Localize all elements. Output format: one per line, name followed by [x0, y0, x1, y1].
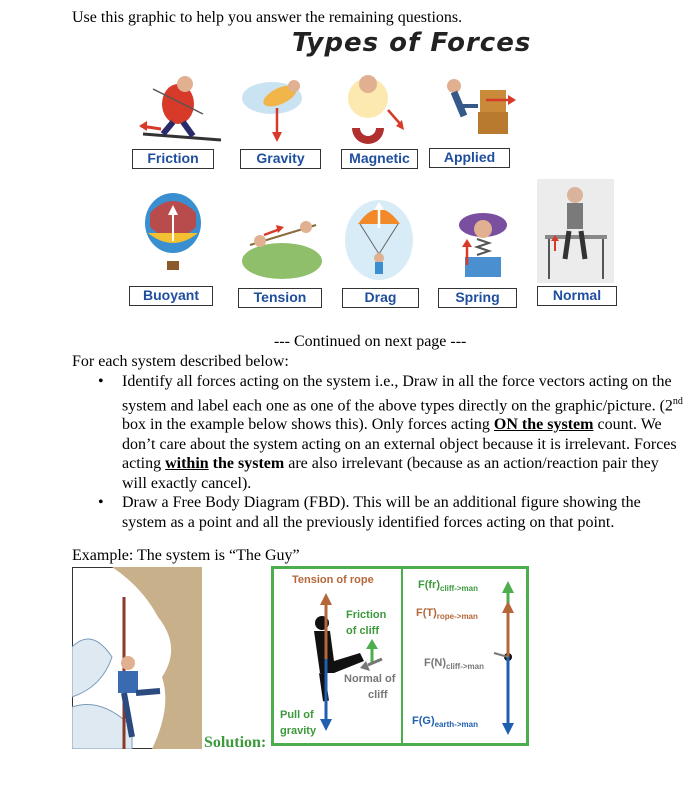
- parachute-illustration: [344, 198, 414, 280]
- label-gravity: Gravity: [240, 149, 321, 169]
- label-applied: Applied: [429, 148, 510, 168]
- solution-diagram: [271, 566, 529, 746]
- fbd-friction-label: $F(fr)_{cliff->man}$: [418, 579, 479, 594]
- graphic-title: Types of Forces: [292, 28, 532, 58]
- normal-arrow: [368, 659, 382, 665]
- friction-label-2: of cliff: [346, 625, 379, 637]
- magnet-illustration: [332, 70, 418, 144]
- normal-label-1: Normal of: [344, 673, 396, 685]
- friction-label-1: Friction: [346, 609, 387, 621]
- solution-label: Solution:: [204, 734, 267, 751]
- normal-force-photo: [537, 179, 614, 283]
- example-text: Example: The system is “The Guy”: [72, 547, 300, 564]
- label-normal: Normal: [537, 286, 617, 306]
- applied-force-illustration: [430, 70, 518, 144]
- normal-label-2: cliff: [368, 689, 388, 701]
- bullet-fbd: • Draw a Free Body Diagram (FBD). This will be an additional figure showing the system as a point and all the previously identified forces acting on that point.: [98, 494, 641, 531]
- continued-note: --- Continued on next page ---: [274, 333, 467, 350]
- label-drag: Drag: [342, 288, 419, 308]
- gravity-label-2: gravity: [280, 725, 317, 737]
- label-buoyant: Buoyant: [129, 286, 213, 306]
- bullet-identify-forces: • Identify all forces acting on the system i.e., Draw in all the force vectors acting on the system and label each one as one of the above types directly on the graphic/picture. (2nd box in the example below shows this). Only forces acting ON the system count. We don’t care about the system acting on an external object because it is irrelevant. Forces acting within the system are also irrelevant (because as an action/reaction pair they will exactly cancel).: [98, 373, 683, 492]
- label-tension: Tension: [238, 288, 322, 308]
- tug-of-war-illustration: [240, 205, 324, 281]
- on-the-system-emphasis: ON the system: [493, 416, 594, 434]
- fbd-normal-label: $F(N)_{cliff->man}$: [424, 657, 485, 672]
- spring-box-illustration: [447, 205, 517, 281]
- instructions-list: [72, 372, 684, 532]
- intro-text: Use this graphic to help you answer the remaining questions.: [72, 9, 463, 26]
- instructions-intro: For each system described below:: [72, 353, 289, 370]
- skydiver-illustration: [232, 68, 322, 144]
- label-friction: Friction: [132, 149, 214, 169]
- rock-climber-picture: [72, 567, 202, 749]
- fbd-tension-label: $F(T)_{rope->man}$: [416, 607, 478, 622]
- gravity-label-1: Pull of: [280, 709, 314, 721]
- tension-label: Tension of rope: [292, 574, 374, 586]
- hot-air-balloon-illustration: [138, 193, 208, 279]
- label-magnetic: Magnetic: [341, 149, 418, 169]
- skier-illustration: [133, 74, 223, 144]
- fbd-gravity-label: $F(G)_{earth->man}$: [412, 715, 478, 730]
- within-emphasis: within: [165, 455, 209, 473]
- label-spring: Spring: [438, 288, 517, 308]
